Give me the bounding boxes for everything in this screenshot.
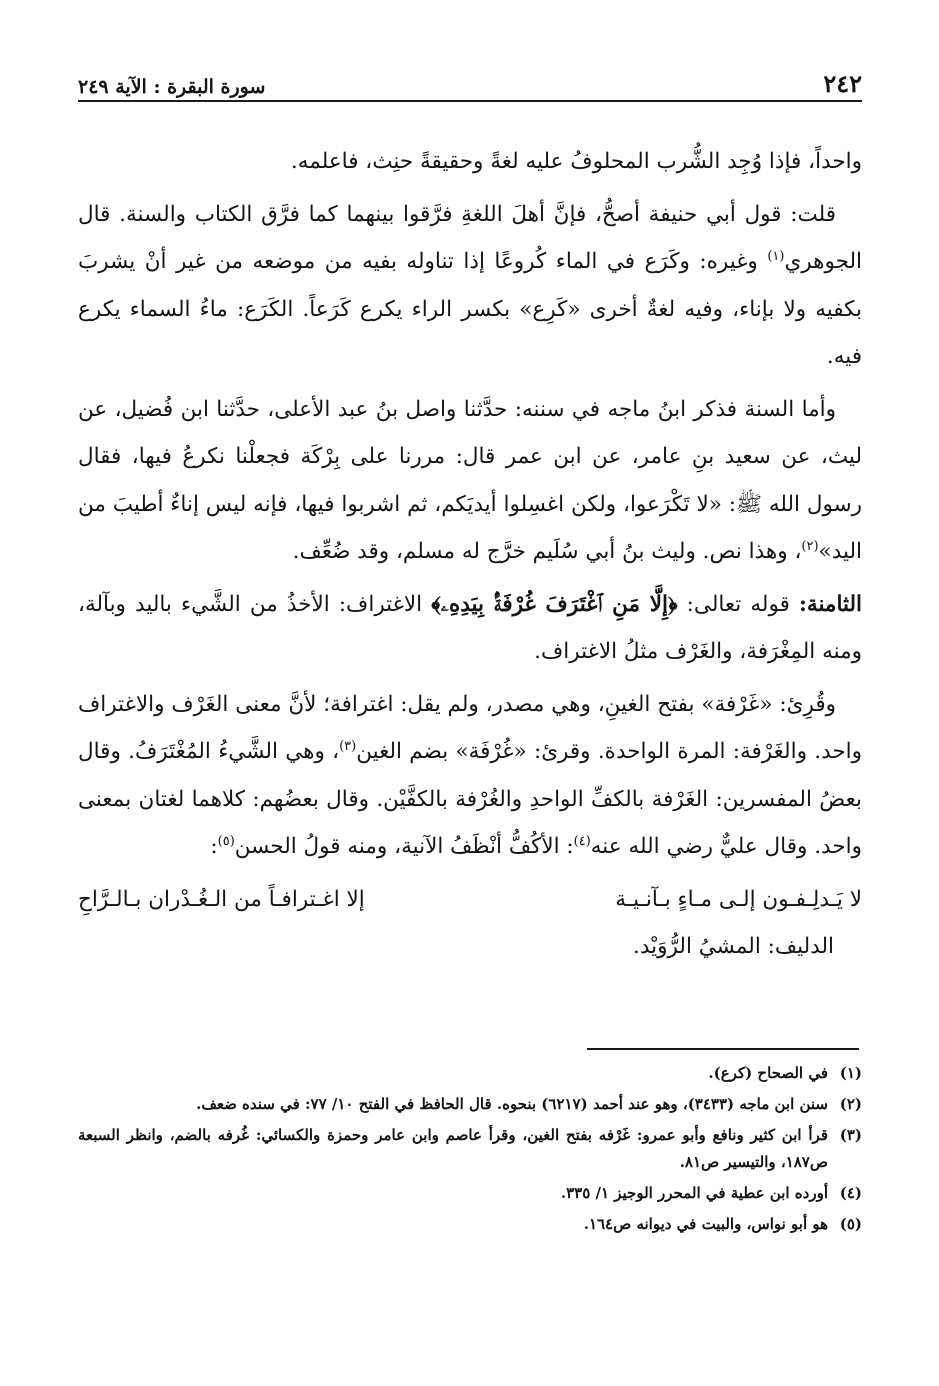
footnote-item xyxy=(78,1122,862,1176)
header-rule xyxy=(78,100,862,102)
footnote-ref-2[interactable]: (٢) xyxy=(801,538,819,554)
footnote-ref-4[interactable]: (٤) xyxy=(573,833,591,849)
footnote-ref-1[interactable]: (١) xyxy=(767,248,785,264)
page-header xyxy=(78,64,862,98)
paragraph-1: واحداً، فإذا وُجِد الشُّرب المحلوفُ عليه لغةً وحقيقةً حنِث، فاعلمه. xyxy=(290,149,862,174)
footnote-item xyxy=(78,1060,862,1087)
footnote-item xyxy=(78,1211,862,1238)
footnote-text: في الصحاح (كرع). xyxy=(708,1064,828,1082)
running-title: سورة البقرة : الآية ٢٤٩ xyxy=(78,76,266,98)
footnote-item xyxy=(78,1091,862,1118)
paragraph-5: وقُرِئ: «غَرْفة» بفتح الغينِ، وهي مصدر، ولم يقل: اغترافة؛ لأنَّ معنى الغَرْف والاغتراف واحد. والغَرْفة: المرة الواحدة. وقرئ: «غُرْفَة» بضم الغين$^{(٣)}$، وهي الشَّيءُ المُغْتَرَفُ. وقال بعضُ المفسرين: الغَرْفة بالكفِّ الواحدِ والغُرْفة بالكفَّيْن. وقال بعضُهم: كلاهما لغتان بمعنى واحد. وقال عليٌّ رضي الله عنه$^{(٤)}$: الأكُفُّ أنْظَفُ الآنية، ومنه قولُ الحسن$^{(٥)}$: xyxy=(78,691,862,859)
verse-gloss: الدليف: المشيُ الرُّوَيْد. xyxy=(633,934,834,959)
footnote-number: (٥) xyxy=(839,1215,862,1233)
footnote-rule xyxy=(587,1048,859,1050)
paragraph-3: وأما السنة فذكر ابنُ ماجه في سننه: حدَّثنا واصل بنُ عبد الأعلى، حدَّثنا ابن فُضيل، عن ليث، عن سعيد بنِ عامر، عن ابن عمر قال: مررنا على بِرْكَة فجعلْنا نكرعُ فيها، فقال رسول الله ﷺ: «لا تَكْرَعوا، ولكن اغسِلوا أيديَكم، ثم اشربوا فيها، فإنه ليس إناءٌ أطيبَ من اليد»$^{(٢)}$، وهذا نص. وليث بنُ أبي سُلَيم خرَّج له مسلم، وقد ضُعِّف. xyxy=(78,396,862,564)
poetry-verse xyxy=(78,876,862,924)
quran-quote: ﴿إِلَّا مَنِ ٱغْتَرَفَ غُرْفَةًۢ بِيَدِهِۦ﴾ xyxy=(431,591,678,617)
verse-second-hemistich: إلا اغـترافـاً من الـغُـدْران بـالـرَّاحِ xyxy=(78,886,365,912)
verse-first-hemistich: لا يَـدلِـفـون إلـى مـاءٍ بـآنـيـة xyxy=(615,886,862,912)
footnote-text: هو أبو نواس، والبيت في ديوانه ص١٦٤. xyxy=(583,1215,828,1233)
footnote-number: (٢) xyxy=(839,1095,862,1113)
footnote-text: قرأ ابن كثير ونافع وأبو عمرو: غَرْفه بفتح الغين، وقرأ عاصم وابن عامر وحمزة والكسائي: غُرفه بالضم، وانظر السبعة ص١٨٧، والتيسير ص٨١. xyxy=(78,1126,828,1171)
footnote-ref-5[interactable]: (٥) xyxy=(217,833,235,849)
footnote-text: سنن ابن ماجه (٣٤٣٣)، وهو عند أحمد (٦٢١٧) بنحوه. قال الحافظ في الفتح ١٠/ ٧٧: في سنده ضعف. xyxy=(196,1095,828,1113)
paragraph-4: الثامنة: قوله تعالى: ﴿إِلَّا مَنِ ٱغْتَرَفَ غُرْفَةًۢ بِيَدِهِۦ﴾ الاغتراف: الأخذُ من الشَّيء باليد وبآلة، ومنه المِغْرَفة، والغَرْف مثلُ الاغتراف. xyxy=(78,591,863,664)
footnote-number: (١) xyxy=(839,1064,862,1082)
paragraph-2: قلت: قول أبي حنيفة أصحُّ، فإنَّ أهلَ اللغةِ فرَّقوا بينهما كما فرَّق الكتاب والسنة. قال الجوهري$^{(١)}$ وغيره: وكَرَع في الماء كُروعًا إذا تناوله بفيه من موضعه من غير أنْ يشربَ بكفيه ولا بإناء، وفيه لغةٌ أخرى «كَرِع» بكسر الراء يكرع كَرَعاً. الكَرَع: ماءُ السماء يكرع فيه. xyxy=(78,201,862,369)
footnote-number: (٣) xyxy=(839,1126,862,1144)
section-label: الثامنة: xyxy=(798,591,863,617)
footnotes xyxy=(78,1060,862,1242)
footnote-number: (٤) xyxy=(839,1184,862,1202)
main-text xyxy=(78,138,862,976)
footnote-text: أورده ابن عطية في المحرر الوجيز ١/ ٣٣٥. xyxy=(560,1184,828,1202)
page-number: ٢٤٢ xyxy=(823,69,862,98)
footnote-item xyxy=(78,1180,862,1207)
footnote-ref-3[interactable]: (٣) xyxy=(339,738,357,754)
